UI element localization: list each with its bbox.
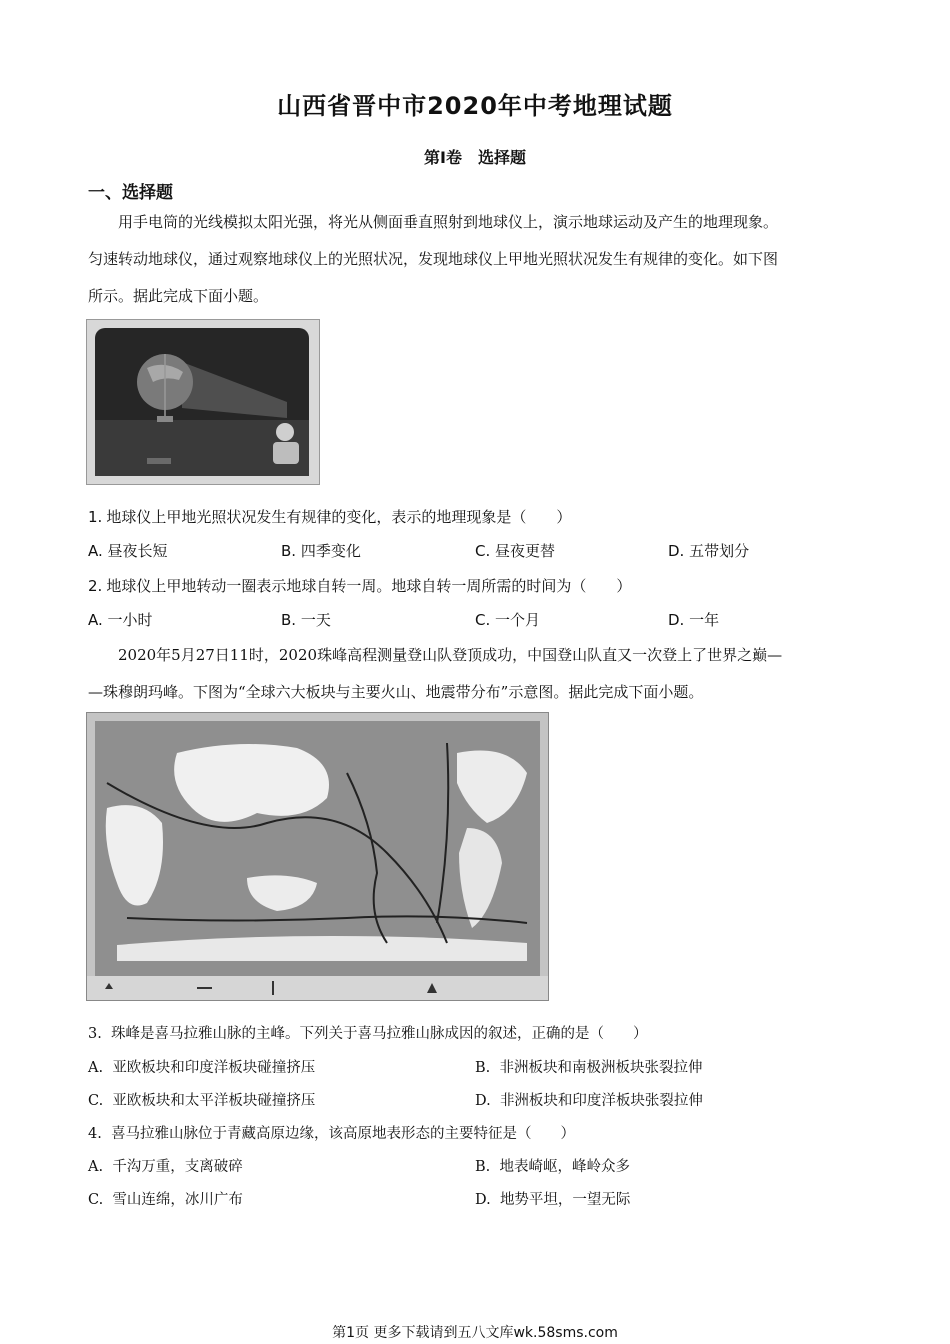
q4-option-b[interactable] — [475, 1155, 630, 1176]
q3-option-b[interactable] — [475, 1056, 702, 1077]
option-letter: A. — [88, 611, 103, 629]
option-text: 五带划分 — [689, 542, 750, 560]
question-3 — [88, 1022, 648, 1043]
passage-1-line-3: 所示。据此完成下面小题。 — [88, 287, 269, 305]
question-4 — [88, 1122, 575, 1143]
globe-flashlight-photo — [86, 319, 320, 485]
question-2 — [88, 575, 631, 596]
option-text: 亚欧板块和印度洋板块碰撞挤压 — [112, 1060, 316, 1076]
option-letter: C. — [88, 1192, 104, 1208]
option-letter: C. — [88, 1093, 104, 1109]
option-text: 昼夜长短 — [107, 542, 168, 560]
option-text: 一年 — [689, 611, 720, 629]
option-letter: B. — [281, 611, 297, 629]
page-title: 山西省晋中市2020年中考地理试题 — [277, 92, 673, 120]
q1-option-b[interactable] — [281, 540, 361, 561]
option-letter: B. — [475, 1159, 491, 1175]
passage-2-line-1: 2020年5月27日11时，2020珠峰高程测量登山队登顶成功，中国登山队直又一次登上了世界之巅— — [118, 646, 783, 664]
q1-option-a[interactable] — [88, 540, 168, 561]
question-2-number: 2. — [88, 577, 103, 595]
option-letter: C. — [475, 542, 491, 560]
passage-2 — [88, 637, 870, 711]
question-4-text: 喜马拉雅山脉位于青藏高原边缘，该高原地表形态的主要特征是（ ） — [111, 1126, 576, 1142]
option-text: 非洲板块和南极洲板块张裂拉伸 — [499, 1060, 703, 1076]
option-text: 地表崎岖，峰岭众多 — [499, 1159, 630, 1175]
option-text: 雪山连绵，冰川广布 — [112, 1192, 243, 1208]
question-2-text: 地球仪上甲地转动一圈表示地球自转一周。地球自转一周所需的时间为（ ） — [106, 577, 632, 595]
question-3-text: 珠峰是喜马拉雅山脉的主峰。下列关于喜马拉雅山脉成因的叙述，正确的是（ ） — [111, 1026, 648, 1042]
page-subtitle: 第Ⅰ卷 选择题 — [424, 148, 526, 167]
q2-option-a[interactable] — [88, 609, 153, 630]
option-letter: B. — [475, 1060, 491, 1076]
q2-option-d[interactable] — [668, 609, 719, 630]
q2-option-b[interactable] — [281, 609, 331, 630]
passage-1 — [88, 204, 870, 315]
q4-option-d[interactable] — [475, 1188, 630, 1209]
option-text: 亚欧板块和太平洋板块碰撞挤压 — [112, 1093, 316, 1109]
question-3-number: 3. — [88, 1026, 102, 1042]
option-text: 一小时 — [107, 611, 153, 629]
q1-option-d[interactable] — [668, 540, 749, 561]
option-letter: D. — [668, 542, 685, 560]
option-letter: A. — [88, 542, 103, 560]
option-text: 一个月 — [495, 611, 541, 629]
option-letter: D. — [668, 611, 685, 629]
q2-option-c[interactable] — [475, 609, 540, 630]
passage-1-line-2: 匀速转动地球仪，通过观察地球仪上的光照状况，发现地球仪上甲地光照状况发生有规律的变化。如下图 — [88, 250, 779, 268]
option-letter: A. — [88, 1060, 104, 1076]
question-1-text: 地球仪上甲地光照状况发生有规律的变化，表示的地理现象是（ ） — [106, 508, 572, 526]
option-letter: D. — [475, 1093, 491, 1109]
question-1 — [88, 506, 571, 527]
option-text: 四季变化 — [300, 542, 361, 560]
q3-option-c[interactable] — [88, 1089, 315, 1110]
q1-option-c[interactable] — [475, 540, 555, 561]
q4-option-a[interactable] — [88, 1155, 243, 1176]
option-letter: A. — [88, 1159, 104, 1175]
question-4-number: 4. — [88, 1126, 102, 1142]
option-letter: C. — [475, 611, 491, 629]
q3-option-a[interactable] — [88, 1056, 315, 1077]
option-letter: B. — [281, 542, 297, 560]
option-text: 昼夜更替 — [495, 542, 556, 560]
section-heading: 一、选择题 — [88, 183, 173, 203]
passage-2-line-2: —珠穆朗玛峰。下图为“全球六大板块与主要火山、地震带分布”示意图。据此完成下面小题。 — [88, 683, 704, 701]
option-text: 地势平坦，一望无际 — [499, 1192, 631, 1208]
q3-option-d[interactable] — [475, 1089, 703, 1110]
page-footer: 第1页 更多下载请到五八文库wk.58sms.com — [332, 1325, 618, 1341]
passage-1-line-1: 用手电筒的光线模拟太阳光强，将光从侧面垂直照射到地球仪上，演示地球运动及产生的地理现象。 — [118, 213, 779, 231]
tectonic-plates-map — [86, 712, 549, 1001]
option-text: 非洲板块和印度洋板块张裂拉伸 — [499, 1093, 703, 1109]
question-1-number: 1. — [88, 508, 103, 526]
q4-option-c[interactable] — [88, 1188, 243, 1209]
option-text: 一天 — [300, 611, 331, 629]
option-letter: D. — [475, 1192, 491, 1208]
option-text: 千沟万重，支离破碎 — [112, 1159, 243, 1175]
